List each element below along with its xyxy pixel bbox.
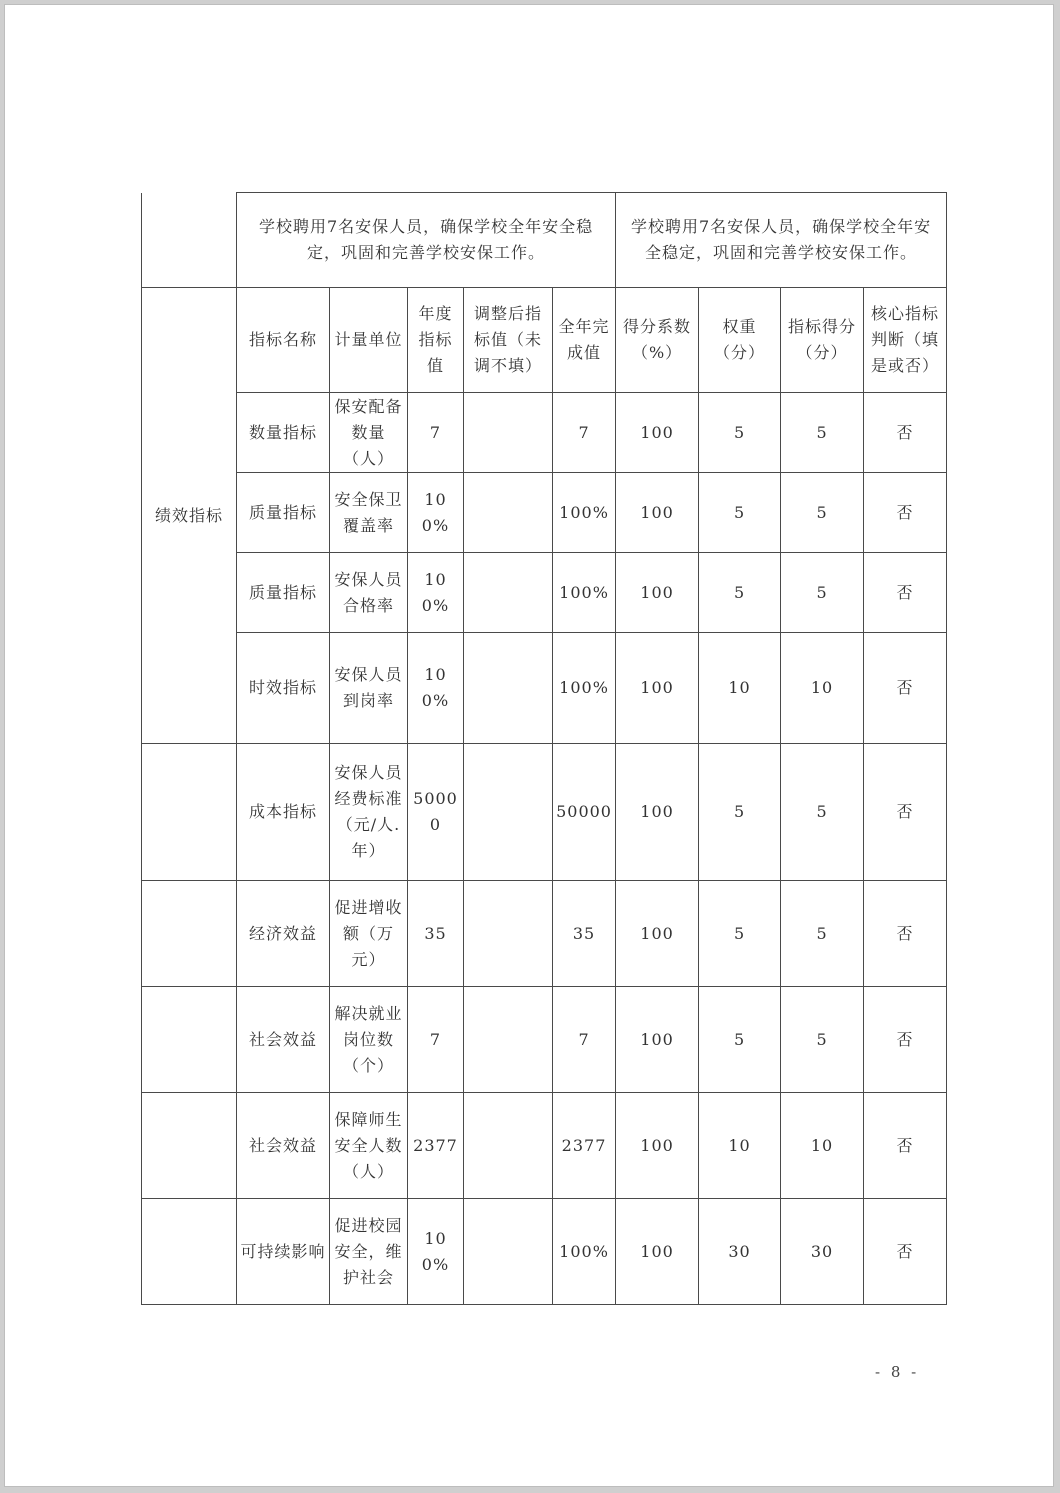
indicator-coef: 100 <box>616 473 699 553</box>
indicator-target: 35 <box>408 881 464 987</box>
indicator-target: 100% <box>408 633 464 744</box>
indicator-core: 否 <box>864 881 947 987</box>
indicator-actual: 100% <box>553 633 616 744</box>
table-row <box>142 744 947 881</box>
indicator-coef: 100 <box>616 393 699 473</box>
indicator-name: 质量指标 <box>237 473 330 553</box>
table-row <box>142 393 947 473</box>
blank-cell <box>142 987 237 1093</box>
indicator-core: 否 <box>864 393 947 473</box>
indicator-adjusted <box>464 393 553 473</box>
indicator-unit: 促进增收额（万元） <box>330 881 408 987</box>
indicator-weight: 5 <box>699 987 781 1093</box>
table-row <box>142 881 947 987</box>
indicator-coef: 100 <box>616 633 699 744</box>
blank-cell <box>142 193 237 288</box>
header-cell: 权重（分） <box>699 288 781 393</box>
indicator-score: 5 <box>781 881 864 987</box>
indicator-actual: 2377 <box>553 1093 616 1199</box>
indicator-adjusted <box>464 1199 553 1305</box>
table-row <box>142 1199 947 1305</box>
indicator-name: 成本指标 <box>237 744 330 881</box>
header-cell: 全年完成值 <box>553 288 616 393</box>
indicator-weight: 5 <box>699 881 781 987</box>
blank-cell <box>142 1093 237 1199</box>
indicator-weight: 5 <box>699 744 781 881</box>
indicator-adjusted <box>464 987 553 1093</box>
indicator-unit: 保安配备数量（人） <box>330 393 408 473</box>
indicator-adjusted <box>464 473 553 553</box>
indicator-weight: 10 <box>699 1093 781 1199</box>
page-number: - 8 - <box>875 1363 920 1381</box>
indicator-name: 经济效益 <box>237 881 330 987</box>
indicator-name: 社会效益 <box>237 987 330 1093</box>
table-row <box>142 473 947 553</box>
indicator-core: 否 <box>864 1199 947 1305</box>
indicator-target: 7 <box>408 393 464 473</box>
header-cell: 指标名称 <box>237 288 330 393</box>
indicator-name: 数量指标 <box>237 393 330 473</box>
indicator-target: 100% <box>408 473 464 553</box>
indicator-score: 10 <box>781 1093 864 1199</box>
indicator-actual: 7 <box>553 987 616 1093</box>
indicator-score: 5 <box>781 553 864 633</box>
table-row <box>142 1093 947 1199</box>
document-page <box>4 4 1054 1487</box>
indicator-core: 否 <box>864 1093 947 1199</box>
indicator-coef: 100 <box>616 553 699 633</box>
indicator-adjusted <box>464 744 553 881</box>
indicator-score: 30 <box>781 1199 864 1305</box>
indicator-name: 社会效益 <box>237 1093 330 1199</box>
indicator-actual: 100% <box>553 1199 616 1305</box>
goal-actual: 学校聘用7名安保人员，确保学校全年安全稳定，巩固和完善学校安保工作。 <box>616 193 947 288</box>
indicator-weight: 5 <box>699 393 781 473</box>
table-row <box>142 987 947 1093</box>
indicator-core: 否 <box>864 473 947 553</box>
indicator-name: 可持续影响 <box>237 1199 330 1305</box>
header-cell: 调整后指标值（未调不填） <box>464 288 553 393</box>
indicator-core: 否 <box>864 744 947 881</box>
indicator-adjusted <box>464 633 553 744</box>
indicator-coef: 100 <box>616 881 699 987</box>
table-row <box>142 553 947 633</box>
indicator-coef: 100 <box>616 987 699 1093</box>
indicator-unit: 安保人员合格率 <box>330 553 408 633</box>
indicator-unit: 促进校园安全，维护社会 <box>330 1199 408 1305</box>
indicator-adjusted <box>464 553 553 633</box>
indicator-weight: 5 <box>699 553 781 633</box>
indicator-actual: 35 <box>553 881 616 987</box>
indicator-weight: 30 <box>699 1199 781 1305</box>
indicator-weight: 10 <box>699 633 781 744</box>
header-cell: 计量单位 <box>330 288 408 393</box>
indicator-score: 5 <box>781 473 864 553</box>
indicator-coef: 100 <box>616 1093 699 1199</box>
blank-cell <box>142 744 237 881</box>
indicator-adjusted <box>464 881 553 987</box>
indicator-score: 5 <box>781 393 864 473</box>
indicator-target: 100% <box>408 1199 464 1305</box>
header-row <box>142 288 947 393</box>
indicator-core: 否 <box>864 987 947 1093</box>
goal-row <box>142 193 947 288</box>
indicator-adjusted <box>464 1093 553 1199</box>
indicator-coef: 100 <box>616 1199 699 1305</box>
indicator-coef: 100 <box>616 744 699 881</box>
header-cell: 指标得分（分） <box>781 288 864 393</box>
indicator-name: 质量指标 <box>237 553 330 633</box>
indicator-target: 2377 <box>408 1093 464 1199</box>
indicator-weight: 5 <box>699 473 781 553</box>
blank-cell <box>142 1199 237 1305</box>
indicator-target: 100% <box>408 553 464 633</box>
indicator-unit: 保障师生安全人数（人） <box>330 1093 408 1199</box>
table-row <box>142 633 947 744</box>
performance-table <box>141 192 947 1305</box>
header-cell: 核心指标判断（填是或否） <box>864 288 947 393</box>
section-label: 绩效指标 <box>142 288 237 744</box>
indicator-score: 5 <box>781 744 864 881</box>
indicator-unit: 安保人员经费标准（元/人.年） <box>330 744 408 881</box>
header-cell: 得分系数（%） <box>616 288 699 393</box>
indicator-core: 否 <box>864 633 947 744</box>
indicator-name: 时效指标 <box>237 633 330 744</box>
goal-planned: 学校聘用7名安保人员，确保学校全年安全稳定，巩固和完善学校安保工作。 <box>237 193 616 288</box>
indicator-score: 10 <box>781 633 864 744</box>
indicator-actual: 100% <box>553 553 616 633</box>
indicator-actual: 50000 <box>553 744 616 881</box>
header-cell: 年度指标值 <box>408 288 464 393</box>
indicator-actual: 7 <box>553 393 616 473</box>
blank-cell <box>142 881 237 987</box>
indicator-unit: 解决就业岗位数（个） <box>330 987 408 1093</box>
indicator-unit: 安全保卫覆盖率 <box>330 473 408 553</box>
indicator-target: 50000 <box>408 744 464 881</box>
indicator-score: 5 <box>781 987 864 1093</box>
indicator-unit: 安保人员到岗率 <box>330 633 408 744</box>
indicator-core: 否 <box>864 553 947 633</box>
indicator-target: 7 <box>408 987 464 1093</box>
indicator-actual: 100% <box>553 473 616 553</box>
